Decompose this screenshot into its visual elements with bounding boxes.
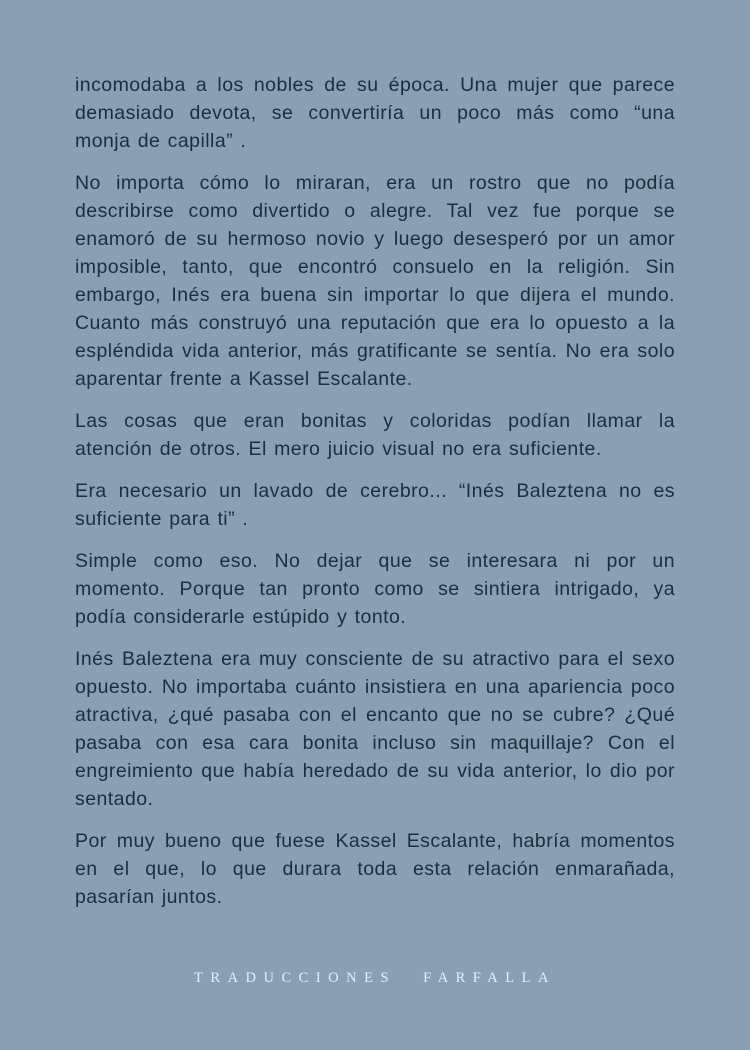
paragraph: Inés Baleztena era muy consciente de su atractivo para el sexo opuesto. No importaba cuánto insistiera en una apariencia poco atractiva, ¿qué pasaba con el encanto que no se cubre? ¿Qué pasaba con esa cara bonita incluso sin maquillaje? Con el engreimiento que había heredado de su vida anterior, lo dio por sentado. [75,648,675,810]
paragraph: incomodaba a los nobles de su época. Una mujer que parece demasiado devota, se convertiría un poco más como “una monja de capilla” . [75,74,675,152]
page-text [75,71,675,925]
paragraph: Las cosas que eran bonitas y coloridas podían llamar la atención de otros. El mero juicio visual no era suficiente. [75,410,675,460]
paragraph: No importa cómo lo miraran, era un rostro que no podía describirse como divertido o alegre. Tal vez fue porque se enamoró de su hermoso novio y luego desesperó por un amor imposible, tanto, que encontró consuelo en la religión. Sin embargo, Inés era buena sin importar lo que dijera el mundo. Cuanto más construyó una reputación que era lo opuesto a la espléndida vida anterior, más gratificante se sentía. No era solo aparentar frente a Kassel Escalante. [75,172,675,390]
paragraph: Simple como eso. No dejar que se interesara ni por un momento. Porque tan pronto como se sintiera intrigado, ya podía considerarle estúpido y tonto. [75,550,675,628]
paragraph: Era necesario un lavado de cerebro... “Inés Baleztena no es suficiente para ti” . [75,480,675,530]
publisher-footer: TRADUCCIONES FARFALLA [194,970,556,986]
paragraph: Por muy bueno que fuese Kassel Escalante, habría momentos en el que, lo que durara toda esta relación enmarañada, pasarían juntos. [75,830,675,908]
